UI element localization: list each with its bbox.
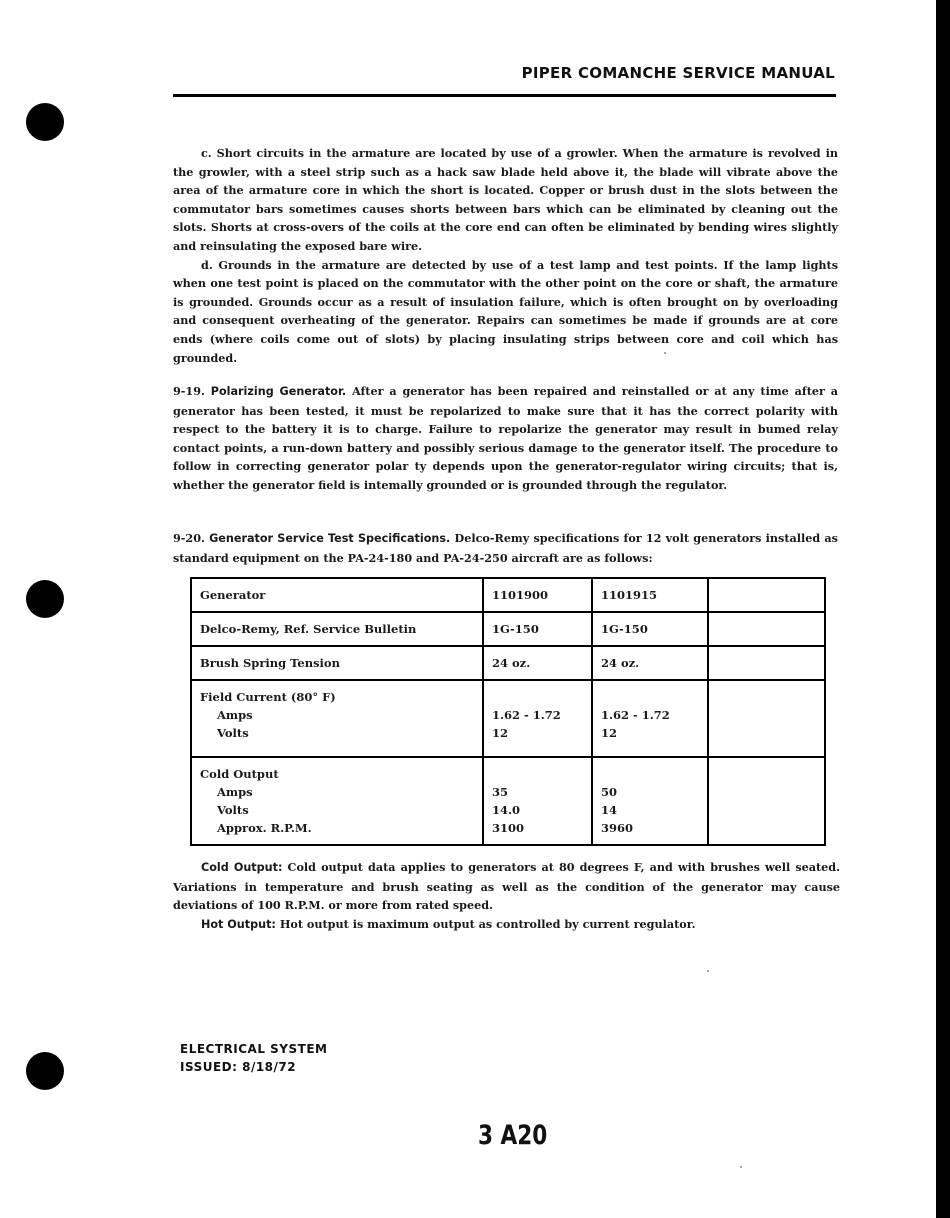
page-header-title: PIPER COMANCHE SERVICE MANUAL [521,64,835,82]
field-amps-1: 1.62 - 1.72 [492,708,561,722]
brush-1: 24 oz. [483,646,592,680]
field-volts-2: 12 [601,726,618,740]
row-label-field-current [191,680,483,757]
binder-hole-middle [26,580,64,618]
footer-section-name: ELECTRICAL SYSTEM [180,1042,328,1056]
section-9-20 [173,529,838,567]
row-label-bulletin: Delco-Remy, Ref. Service Bulletin [191,612,483,646]
section-9-20-text: Delco-Remy specifications for 12 volt generators installed as standard equipment on the PA-24-180 and PA-24-250 aircraft are as follows: [173,531,838,565]
cold-values-3 [708,757,825,845]
footer-section-info [180,1040,327,1076]
field-values-1 [483,680,592,757]
field-amps-2: 1.62 - 1.72 [601,708,670,722]
cold-volts-label: Volts [217,803,249,817]
brush-3 [708,646,825,680]
armature-paragraphs [173,144,838,367]
row-label-generator: Generator [191,578,483,612]
output-notes [173,858,840,934]
table-row [191,578,825,612]
cold-volts-1: 14.0 [492,803,521,817]
field-current-label: Field Current (80° F) [200,690,336,704]
hot-output-note-heading: Hot Output: [201,917,276,931]
footer-issued-date: ISSUED: 8/18/72 [180,1060,297,1074]
hot-output-note-text: Hot output is maximum output as controlled by current regulator. [279,916,696,931]
field-volts-1: 12 [492,726,509,740]
field-values-3 [708,680,825,757]
table-row [191,612,825,646]
cold-values-1 [483,757,592,845]
section-9-19 [173,382,838,495]
section-9-20-number: 9-20. [173,531,205,545]
bulletin-1: 1G-150 [483,612,592,646]
page-number: 3 A20 [478,1120,548,1151]
paragraph-d: d. Grounds in the armature are detected by use of a test lamp and test points. If the lamp lights when one test point is placed on the commutator with the other point on the core or shaft, the armature is grounded. Grounds occur as a result of insulation failure, which is often brought on by overloading and consequent overheating of the generator. Repairs can sometimes be made if grounds are at core ends (where coils come out of slots) by placing insulating strips between core and coil which has grounded. [173,257,838,365]
cold-volts-2: 14 [601,803,618,817]
table-row [191,646,825,680]
row-label-brush: Brush Spring Tension [191,646,483,680]
cold-rpm-1: 3100 [492,821,525,835]
field-values-2 [592,680,708,757]
field-volts-label: Volts [217,726,249,740]
cold-output-note-heading: Cold Output: [201,861,283,874]
field-amps-label: Amps [217,708,253,722]
cold-output-note-text: Cold output data applies to generators at 80 degrees F, and with brushes well seated. Variations in temperature and brush seating as well as the condition of the generator may cause deviations of 100 R.P.M. or more from rated speed. [173,860,840,913]
page-edge-bar [936,0,950,1218]
cold-amps-1: 35 [492,785,509,799]
bulletin-2: 1G-150 [592,612,708,646]
brush-2: 24 oz. [592,646,708,680]
cold-amps-2: 50 [601,785,618,799]
section-9-20-heading: Generator Service Test Specifications. [209,532,451,545]
header-rule [173,94,836,97]
cold-output-label: Cold Output [200,767,279,781]
generator-model-2: 1101915 [592,578,708,612]
row-label-cold-output [191,757,483,845]
bulletin-3 [708,612,825,646]
generator-model-3 [708,578,825,612]
section-9-19-number: 9-19. [173,384,205,398]
binder-hole-top [26,103,64,141]
section-9-19-heading: Polarizing Generator. [210,385,347,398]
cold-rpm-label: Approx. R.P.M. [217,821,312,835]
scan-speck [664,352,666,354]
scan-speck [740,1166,742,1168]
cold-amps-label: Amps [217,785,253,799]
cold-values-2 [592,757,708,845]
paragraph-c: c. Short circuits in the armature are located by use of a growler. When the armature is revolved in the growler, with a steel strip such as a hack saw blade held above it, the blade will vibrate above the area of the armature core in which the short is located. Copper or brush dust in the slots between the commutator bars sometimes causes shorts between bars which can be eliminated by cleaning out the slots. Shorts at cross-overs of the coils at the core end can often be eliminated by bending wires slightly and reinsulating the exposed bare wire. [173,146,838,253]
section-9-19-text: After a generator has been repaired and reinstalled or at any time after a generator has been tested, it must be repolarized to make sure that it has the correct polarity with respect to the battery it is to charge. Failure to repolarize the generator may result in bumed relay contact points, a run-down battery and possibly serious damage to the generator itself. The procedure to follow in correcting generator polar ty depends upon the generator-regulator wiring circuits; that is, whether the generator field is intemally grounded or is grounded through the regulator. [173,384,838,492]
cold-rpm-2: 3960 [601,821,634,835]
generator-spec-table [190,577,826,846]
table-row [191,757,825,845]
generator-model-1: 1101900 [483,578,592,612]
scan-speck [707,970,709,972]
binder-hole-bottom [26,1052,64,1090]
table-row [191,680,825,757]
